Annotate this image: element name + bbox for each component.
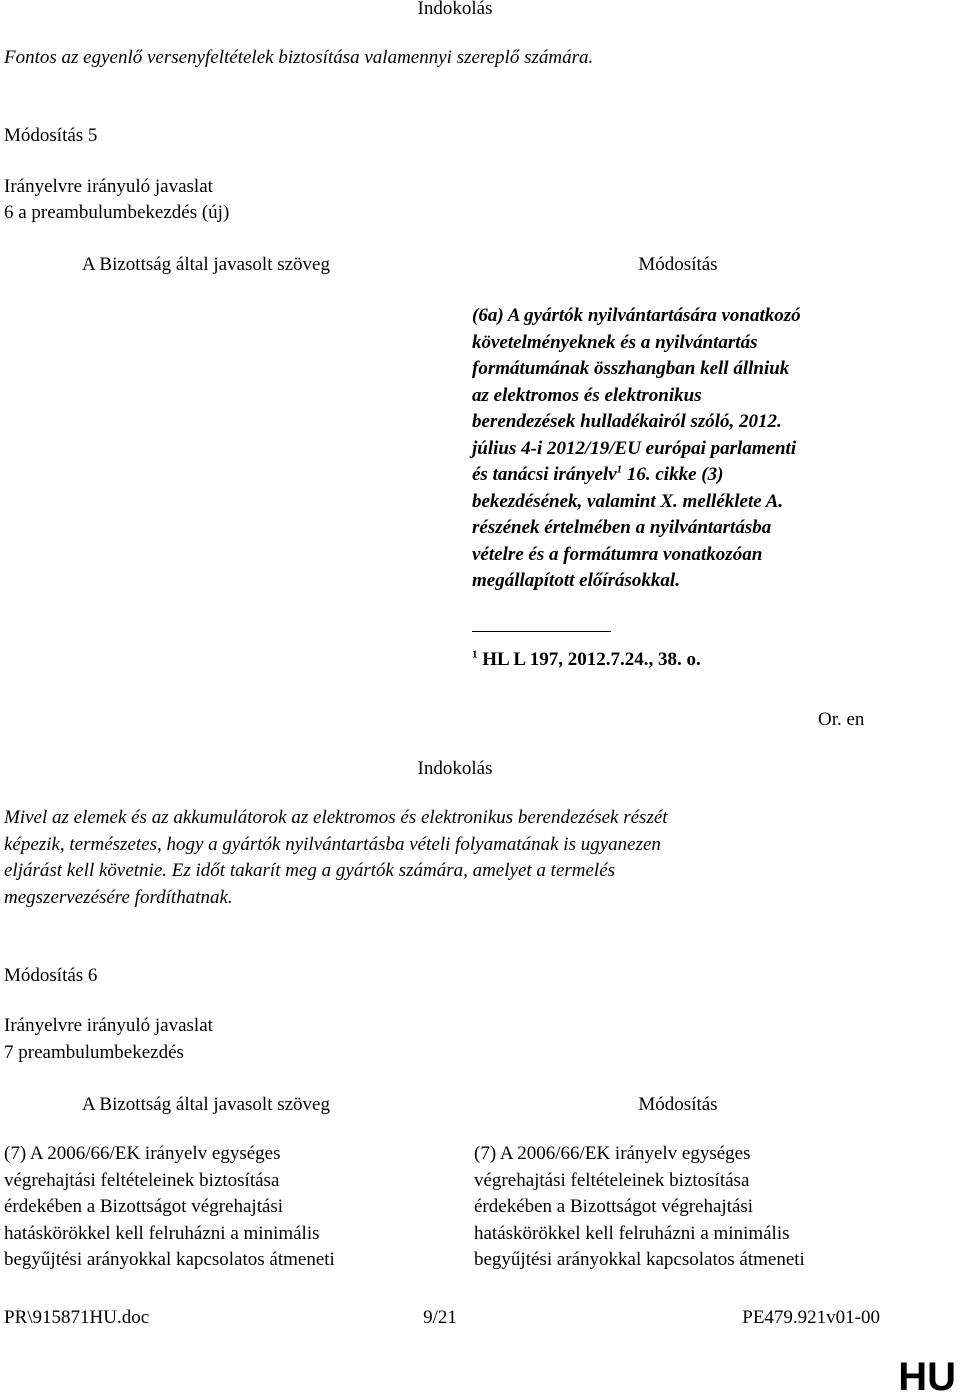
- amendment-5-left-header: A Bizottság által javasolt szöveg: [81, 254, 330, 275]
- footnote-separator: [472, 631, 611, 632]
- right-line: megállapított előírásokkal.: [472, 570, 680, 591]
- right-line: vételre és a formátumra vonatkozóan: [472, 543, 763, 565]
- right-line: bekezdésének, valamint X. melléklete A.: [472, 490, 784, 512]
- footnote: [472, 647, 701, 674]
- footnote-text: HL L 197, 2012.7.24., 38. o.: [482, 649, 701, 670]
- right-line: begyűjtési arányokkal kapcsolatos átmeneti: [474, 1249, 805, 1270]
- language-code: HU: [898, 1355, 956, 1399]
- right-line: (6a) A gyártók nyilvántartására vonatkozó: [472, 305, 801, 326]
- right-line: hatáskörökkel kell felruházni a minimális: [474, 1222, 790, 1244]
- justification-line: eljárást kell követnie. Ez időt takarít meg a gyártók számára, amelyet a termelés: [4, 860, 616, 881]
- footnote-number: 1: [472, 648, 478, 661]
- justification-heading-top: Indokolás: [417, 0, 493, 19]
- right-line: végrehajtási feltételeinek biztosítása: [474, 1169, 750, 1191]
- justification-line: Mivel az elemek és az akkumulátorok az elektromos és elektronikus berendezések részét: [4, 807, 668, 828]
- amendment-5-justification-heading: Indokolás: [417, 758, 493, 779]
- amendment-5-title: Módosítás 5: [4, 125, 98, 146]
- justification-text-top: Fontos az egyenlő versenyfeltételek biztosítása valamennyi szereplő számára.: [4, 47, 594, 68]
- right-line: formátumának összhangban kell állniuk: [472, 358, 790, 379]
- left-line: végrehajtási feltételeinek biztosítása: [4, 1169, 280, 1191]
- amendment-6-right-text: [474, 1141, 954, 1274]
- footer-page-number: 9/21: [423, 1307, 457, 1328]
- footer-pe-ref: PE479.921v01-00: [742, 1307, 880, 1328]
- amendment-5-right-header: Módosítás: [638, 254, 718, 275]
- footnote-ref: 1: [616, 463, 623, 476]
- original-language: Or. en: [818, 709, 865, 730]
- amendment-6-left-header: A Bizottság által javasolt szöveg: [81, 1094, 330, 1115]
- amendment-5-justification-text: [4, 805, 954, 911]
- justification-line: megszervezésére fordíthatnak.: [4, 886, 233, 908]
- amendment-6-title: Módosítás 6: [4, 965, 98, 986]
- left-line: érdekében a Bizottságot végrehajtási: [4, 1196, 284, 1217]
- right-line: érdekében a Bizottságot végrehajtási: [474, 1196, 754, 1217]
- left-line: (7) A 2006/66/EK irányelv egységes: [4, 1143, 281, 1164]
- right-line: (7) A 2006/66/EK irányelv egységes: [474, 1143, 751, 1164]
- amendment-6-recital: 7 preambulumbekezdés: [4, 1042, 184, 1063]
- left-line: begyűjtési arányokkal kapcsolatos átmeneti: [4, 1249, 335, 1270]
- left-line: hatáskörökkel kell felruházni a minimális: [4, 1222, 320, 1244]
- right-line-with-footnote: [472, 462, 952, 489]
- right-line: követelményeknek és a nyilvántartás: [472, 331, 758, 353]
- amendment-6-proposal: Irányelvre irányuló javaslat: [4, 1015, 213, 1036]
- amendment-5-right-text: [472, 303, 952, 595]
- amendment-5-recital: 6 a preambulumbekezdés (új): [4, 202, 230, 223]
- justification-line: képezik, természetes, hogy a gyártók nyilvántartásba vételi folyamatának is ugyanezen: [4, 833, 661, 855]
- right-line: és tanácsi irányelv: [472, 464, 617, 485]
- footer-doc-ref: PR\915871HU.doc: [4, 1307, 150, 1328]
- right-line: berendezések hulladékairól szóló, 2012.: [472, 411, 782, 432]
- right-line: részének értelmében a nyilvántartásba: [472, 517, 772, 538]
- right-line: az elektromos és elektronikus: [472, 384, 702, 406]
- right-line: július 4-i 2012/19/EU európai parlamenti: [472, 437, 797, 459]
- amendment-6-right-header: Módosítás: [638, 1094, 718, 1115]
- amendment-5-proposal: Irányelvre irányuló javaslat: [4, 176, 213, 197]
- amendment-6-left-text: [4, 1141, 464, 1274]
- right-line: 16. cikke (3): [626, 464, 724, 485]
